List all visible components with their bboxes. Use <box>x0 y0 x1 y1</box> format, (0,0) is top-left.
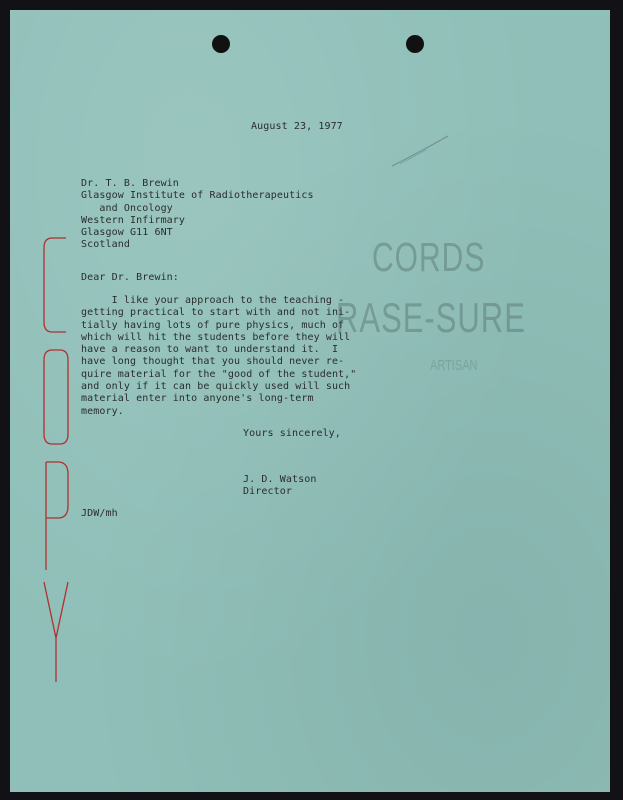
watermark-line-1: CORDS <box>372 236 486 281</box>
salutation: Dear Dr. Brewin: <box>81 272 179 283</box>
recipient-address <box>81 178 314 252</box>
address-line: Dr. T. B. Brewin <box>81 178 179 189</box>
body-line: and only if it can be quickly used will such <box>81 381 351 393</box>
body-line: I like your approach to the teaching - <box>81 295 345 306</box>
address-line: Western Infirmary <box>81 214 186 226</box>
signature-name: J. D. Watson <box>243 474 317 485</box>
body-line: have a reason to want to understand it. I <box>81 344 339 356</box>
pencil-scribble <box>390 130 460 170</box>
body-line: getting practical to start with and not ini- <box>81 307 351 319</box>
letter-page <box>10 10 610 792</box>
typist-initials: JDW/mh <box>81 508 118 519</box>
letter-body <box>81 295 356 418</box>
signature-title: Director <box>243 486 292 497</box>
body-line: quire material for the "good of the student," <box>81 368 357 380</box>
copy-stamp <box>38 230 74 690</box>
body-line: have long thought that you should never re- <box>81 356 345 368</box>
letter-date: August 23, 1977 <box>251 121 343 132</box>
watermark-line-3: ARTISAN <box>430 358 478 375</box>
punch-hole-left <box>212 35 230 53</box>
address-line: and Oncology <box>81 202 173 214</box>
body-line: material enter into anyone's long-term <box>81 393 314 405</box>
body-line: tially having lots of pure physics, much of <box>81 319 345 331</box>
address-line: Scotland <box>81 239 130 251</box>
address-line: Glasgow Institute of Radiotherapeutics <box>81 190 314 202</box>
copy-stamp-text: COPY <box>38 230 41 231</box>
watermark-line-2: RASE-SURE <box>336 294 526 342</box>
closing: Yours sincerely, <box>243 428 341 439</box>
address-line: Glasgow G11 6NT <box>81 227 173 239</box>
punch-hole-right <box>406 35 424 53</box>
body-line: which will hit the students before they will <box>81 331 351 343</box>
body-line: memory. <box>81 405 124 417</box>
